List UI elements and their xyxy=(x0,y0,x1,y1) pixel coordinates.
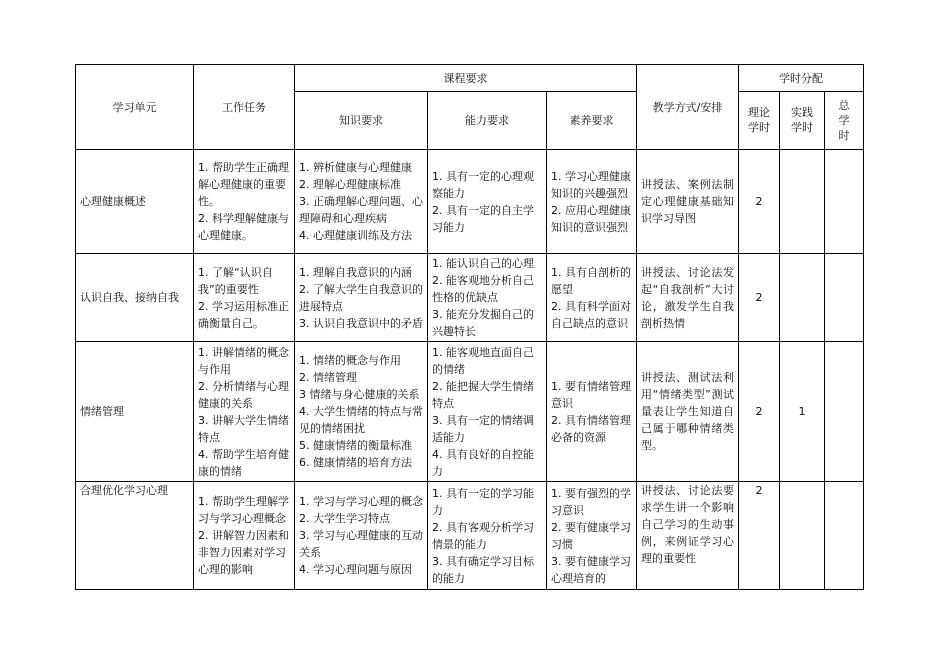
theory-hours-cell: 2 xyxy=(739,342,780,482)
theory-hours-cell: 2 xyxy=(739,254,780,342)
theory-hours-cell: 2 xyxy=(739,150,780,254)
task-cell: 1. 讲解情绪的概念与作用 2. 分析情绪与心理健康的关系 3. 讲解大学生情绪特点 4. 帮助学生培育健康的情绪 xyxy=(194,342,295,482)
header-method: 教学方式/安排 xyxy=(637,65,739,150)
header-task: 工作任务 xyxy=(194,65,295,150)
table-row xyxy=(76,342,864,482)
table-row xyxy=(76,150,864,254)
method-cell: 讲授法、案例法制定心理健康基础知识学习导图 xyxy=(637,150,739,254)
ability-cell: 1. 具有一定的学习能力 2. 具有客观分析学习情景的能力 3. 具有确定学习目标的能力 xyxy=(428,482,547,590)
task-cell: 1. 帮助学生正确理解心理健康的重要性。 2. 科学理解健康与心理健康。 xyxy=(194,150,295,254)
table-row xyxy=(76,482,864,590)
method-cell: 讲授法、讨论法发起“自我剖析”大讨论，激发学生自我剖析热情 xyxy=(637,254,739,342)
unit-cell: 认识自我、接纳自我 xyxy=(76,254,194,342)
total-hours-cell xyxy=(825,482,864,590)
total-hours-cell xyxy=(825,150,864,254)
total-hours-cell xyxy=(825,254,864,342)
ability-cell: 1. 能客观地直面自己的情绪 2. 能把握大学生情绪特点 3. 具有一定的情绪调适能力 4. 具有良好的自控能力 xyxy=(428,342,547,482)
practice-hours-cell xyxy=(780,482,825,590)
quality-cell: 1. 具有自剖析的愿望 2. 具有科学面对自己缺点的意识 xyxy=(547,254,637,342)
header-row-1 xyxy=(76,65,864,92)
ability-cell: 1. 具有一定的心理观察能力 2. 具有一定的自主学习能力 xyxy=(428,150,547,254)
header-unit: 学习单元 xyxy=(76,65,194,150)
task-cell: 1. 帮助学生理解学习与学习心理概念 2. 讲解智力因素和非智力因素对学习心理的影响 xyxy=(194,482,295,590)
header-hours: 学时分配 xyxy=(739,65,864,92)
knowledge-cell: 1. 理解自我意识的内涵 2. 了解大学生自我意识的进展特点 3. 认识自我意识中的矛盾 xyxy=(295,254,428,342)
header-practice: 实践学时 xyxy=(780,92,825,150)
unit-cell: 情绪管理 xyxy=(76,342,194,482)
header-quality: 素养要求 xyxy=(547,92,637,150)
quality-cell: 1. 要有强烈的学习意识 2. 要有健康学习习惯 3. 要有健康学习心理培育的 xyxy=(547,482,637,590)
ability-cell: 1. 能认识自己的心理 2. 能客观地分析自己性格的优缺点 3. 能充分发掘自己的兴趣特长 xyxy=(428,254,547,342)
practice-hours-cell: 1 xyxy=(780,342,825,482)
curriculum-table xyxy=(75,64,864,590)
task-cell: 1. 了解“认识自我”的重要性 2. 学习运用标准正确衡量自己。 xyxy=(194,254,295,342)
unit-cell: 心理健康概述 xyxy=(76,150,194,254)
unit-cell: 合理优化学习心理 xyxy=(76,482,194,590)
quality-cell: 1. 要有情绪管理意识 2. 具有情绪管理必备的资源 xyxy=(547,342,637,482)
theory-hours-cell: 2 xyxy=(739,482,780,590)
header-total: 总学时 xyxy=(825,92,864,150)
table-row xyxy=(76,254,864,342)
header-theory: 理论学时 xyxy=(739,92,780,150)
knowledge-cell: 1. 情绪的概念与作用 2. 情绪管理 3 情绪与身心健康的关系 4. 大学生情绪的特点与常见的情绪困扰 5. 健康情绪的衡量标准 6. 健康情绪的培育方法 xyxy=(295,342,428,482)
knowledge-cell: 1. 辨析健康与心理健康 2. 理解心理健康标准 3. 正确理解心理问题、心理障碍和心理疾病 4. 心理健康训练及方法 xyxy=(295,150,428,254)
header-requirements: 课程要求 xyxy=(295,65,637,92)
method-cell: 讲授法、测试法利用“情绪类型”测试量表让学生知道自己属于哪种情绪类型。 xyxy=(637,342,739,482)
method-cell: 讲授法、讨论法要求学生讲一个影响自己学习的生动事例，来例证学习心理的重要性 xyxy=(637,482,739,590)
header-knowledge: 知识要求 xyxy=(295,92,428,150)
practice-hours-cell xyxy=(780,150,825,254)
total-hours-cell xyxy=(825,342,864,482)
practice-hours-cell xyxy=(780,254,825,342)
knowledge-cell: 1. 学习与学习心理的概念 2. 大学生学习特点 3. 学习与心理健康的互动关系 4. 学习心理问题与原因 xyxy=(295,482,428,590)
header-ability: 能力要求 xyxy=(428,92,547,150)
quality-cell: 1. 学习心理健康知识的兴趣强烈 2. 应用心理健康知识的意识强烈 xyxy=(547,150,637,254)
